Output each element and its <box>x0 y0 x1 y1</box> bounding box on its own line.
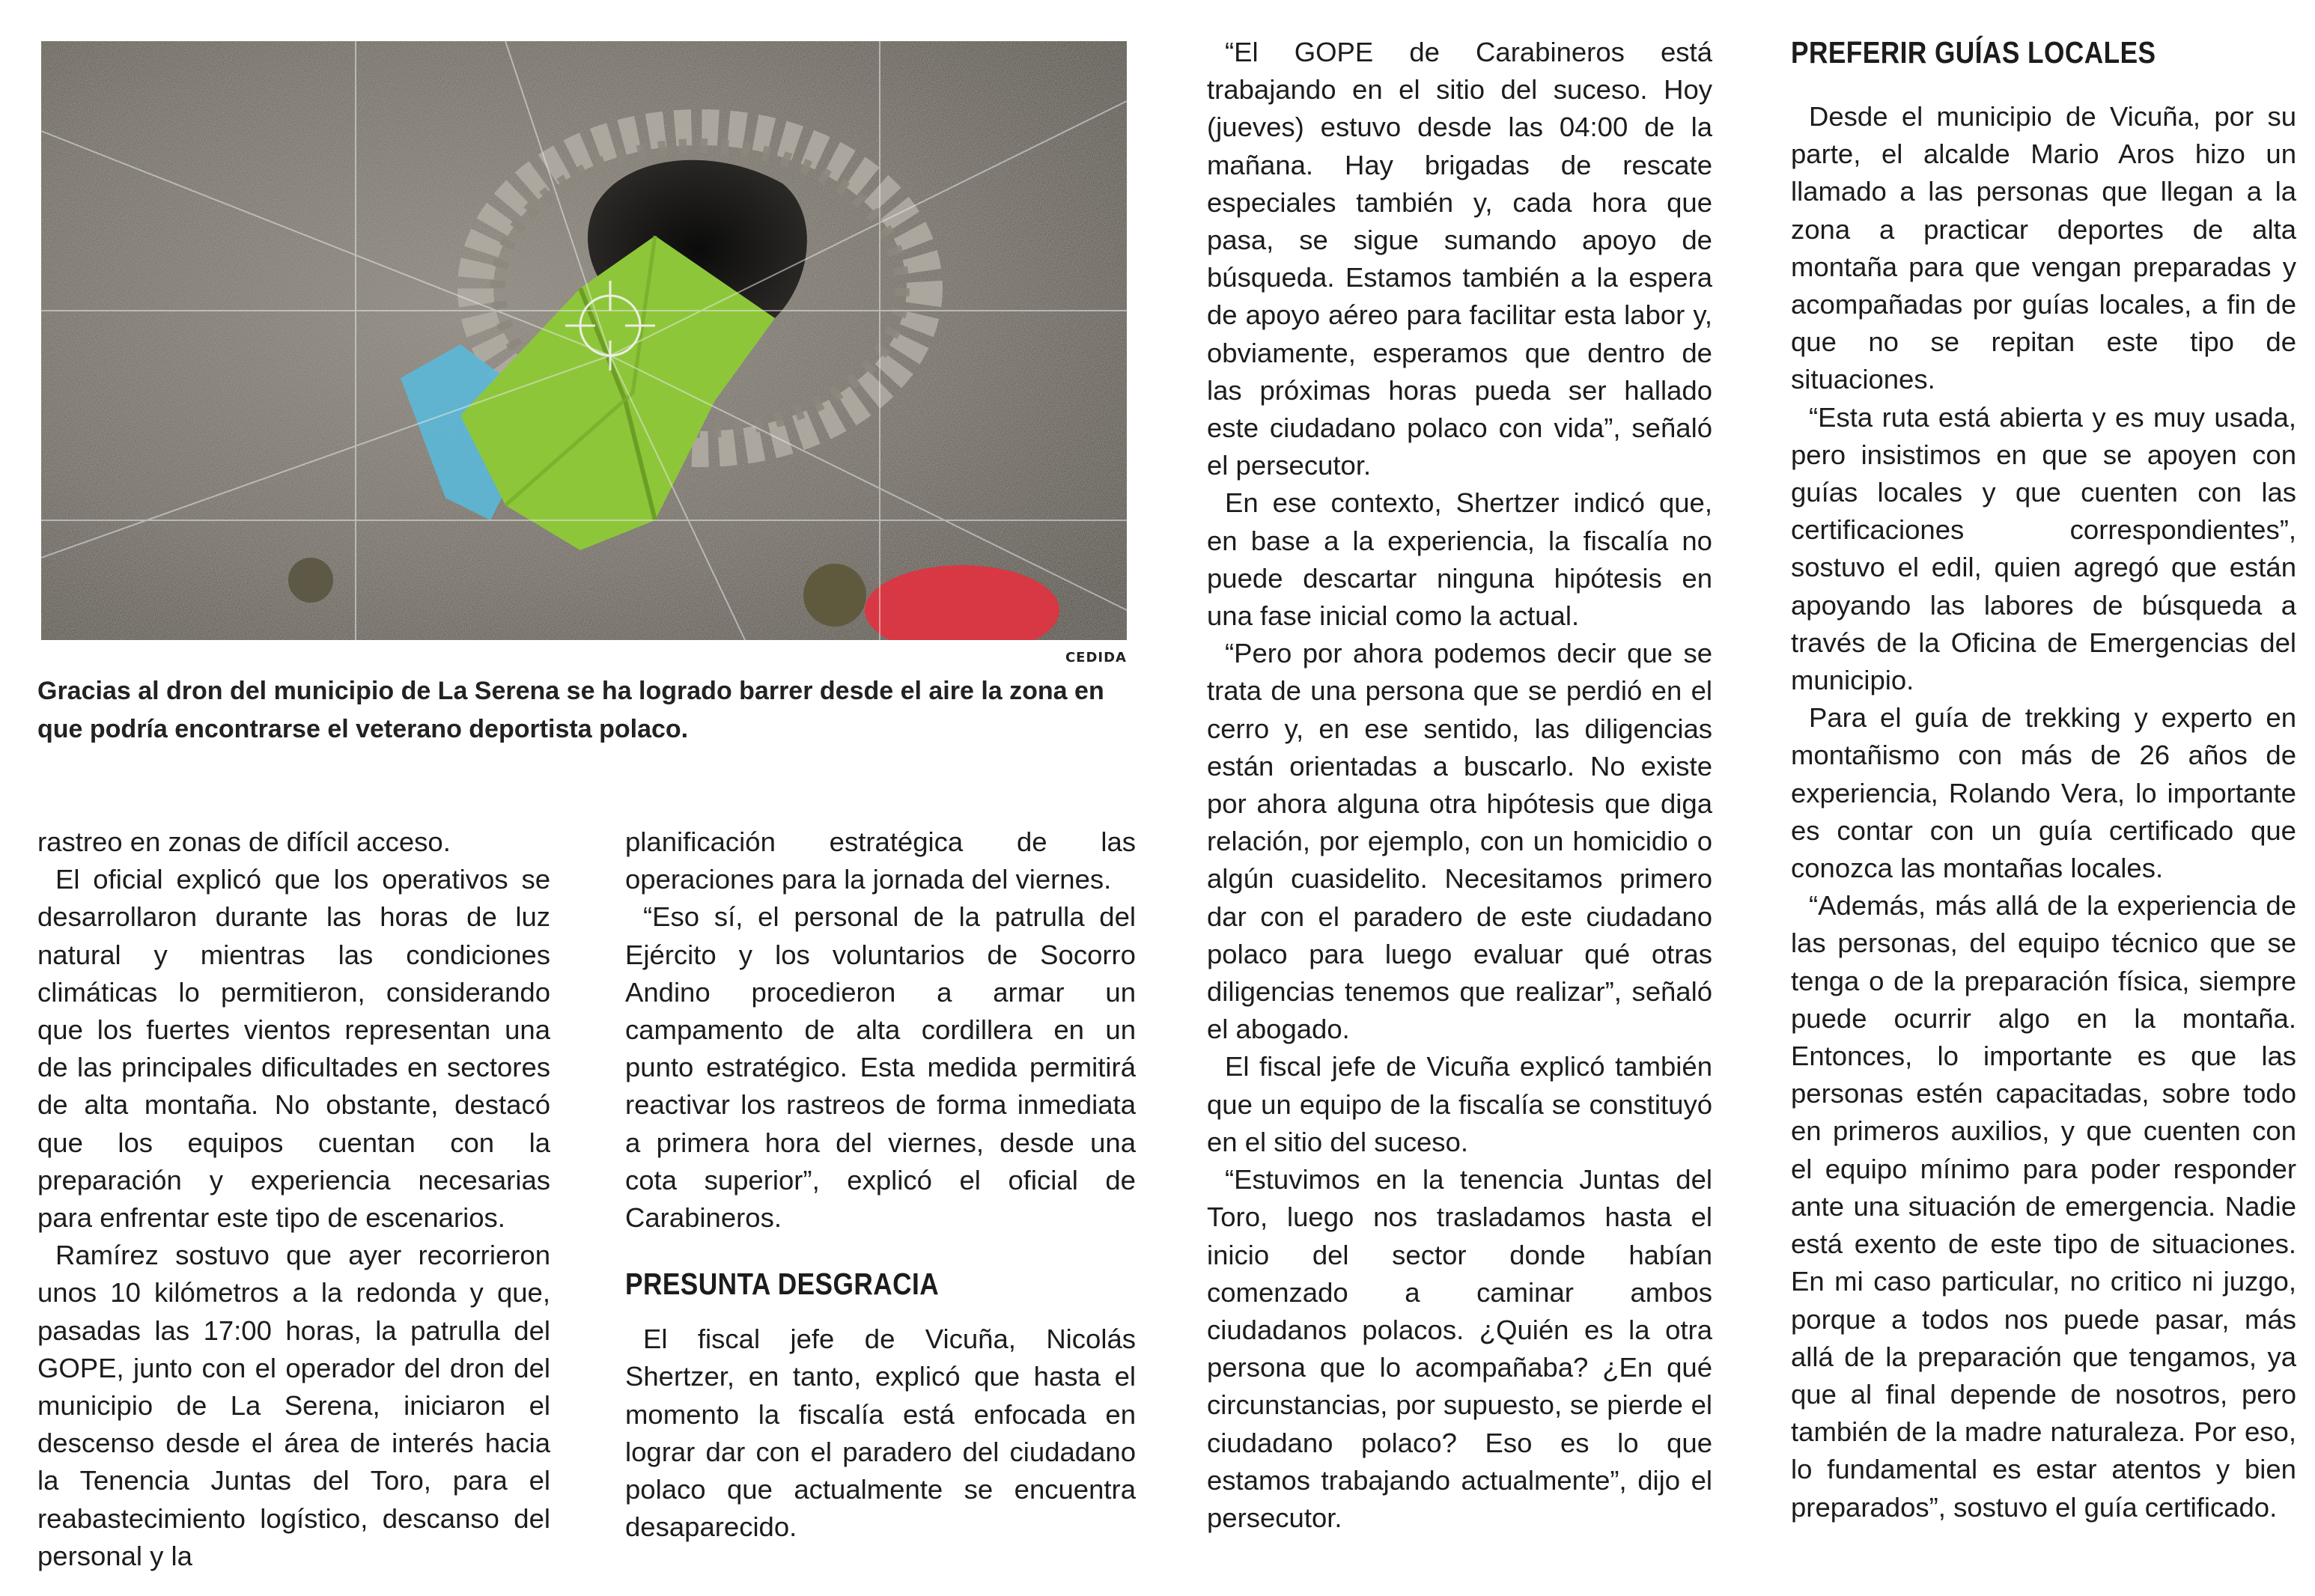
paragraph: El fiscal jefe de Vicuña, Nicolás Shertzer, en tanto, explicó que hasta el momento la fiscalía está enfocada en lograr dar con el paradero del ciudadano polaco que actualmente se encuentra desaparecido. <box>625 1324 1136 1543</box>
paragraph: El oficial explicó que los operativos se desarrollaron durante las horas de luz natural y mientras las condiciones climáticas lo permitieron, considerando que los fuertes vientos representan una de las principales dificultades en sectores de alta montaña. No obstante, destacó que los equipos cuentan con la preparación y experiencia necesarias para enfrentar este tipo de escenarios. <box>37 864 550 1234</box>
paragraph: El fiscal jefe de Vicuña explicó también que un equipo de la fiscalía se constituyó en el sitio del suceso. <box>1207 1051 1712 1157</box>
drone-photo <box>41 41 1127 640</box>
article-column-2 <box>625 823 1136 1546</box>
article-column-4 <box>1791 34 2296 1526</box>
section-heading-preferir-guias-locales: PREFERIR GUÍAS LOCALES <box>1791 35 2156 70</box>
paragraph: Ramírez sostuvo que ayer recorrieron unos 10 kilómetros a la redonda y que, pasadas las 17:00 horas, la patrulla del GOPE, junto con el operador del dron del municipio de La Serena, iniciaron el descenso desde el área de interés hacia la Tenencia Juntas del Toro, para el reabastecimiento logístico, descanso del personal y la <box>37 1240 550 1571</box>
paragraph: “El GOPE de Carabineros está trabajando en el sitio del suceso. Hoy (jueves) estuvo desde las 04:00 de la mañana. Hay brigadas de rescate especiales también y, cada hora que pasa, se sigue sumando apoyo de búsqueda. Estamos también a la espera de apoyo aéreo para facilitar esta labor y, obviamente, esperamos que dentro de las próximas horas pueda ser hallado este ciudadano polaco con vida”, señaló el persecutor. <box>1207 37 1712 481</box>
article-column-1 <box>37 823 550 1575</box>
paragraph: Desde el municipio de Vicuña, por su parte, el alcalde Mario Aros hizo un llamado a las personas que llegan a la zona a practicar deportes de alta montaña para que vengan preparadas y acompañadas por guías locales, a fin de que no se repitan este tipo de situaciones. <box>1791 101 2296 395</box>
paragraph: “Eso sí, el personal de la patrulla del Ejército y los voluntarios de Socorro Andino procedieron a armar un campamento de alta cordillera en un punto estratégico. Esta medida permitirá reactivar los rastreos de forma inmediata a primera hora del viernes, desde una cota superior”, explicó el oficial de Carabineros. <box>625 901 1136 1234</box>
photo-caption: Gracias al dron del municipio de La Serena se ha logrado barrer desde el aire la zona en que podría encontrarse el veterano deportista polaco. <box>37 677 1104 743</box>
section-heading-presunta-desgracia: PRESUNTA DESGRACIA <box>625 1267 940 1302</box>
paragraph: Para el guía de trekking y experto en montañismo con más de 26 años de experiencia, Rolando Vera, lo importante es contar con un guía certificado que conozca las montañas locales. <box>1791 702 2296 884</box>
paragraph: En ese contexto, Shertzer indicó que, en base a la experiencia, la fiscalía no puede descartar ninguna hipótesis en una fase inicial como la actual. <box>1207 487 1712 632</box>
paragraph: “Además, más allá de la experiencia de las personas, del equipo técnico que se tenga o de la preparación física, siempre puede ocurrir algo en la montaña. Entonces, lo importante es que las personas estén capacitadas, sobre todo en primeros auxilios, y que cuenten con el equipo mínimo para poder responder ante una situación de emergencia. Nadie está exento de este tipo de situaciones. En mi caso particular, no critico ni juzgo, porque a todos nos puede pasar, más allá de la preparación que tengamos, ya que al final depende de nosotros, pero también de la madre naturaleza. Por eso, lo fundamental es estar atentos y bien preparados”, sostuvo el guía certificado. <box>1791 890 2296 1523</box>
paragraph: “Esta ruta está abierta y es muy usada, pero insistimos en que se apoyen con guías locales y que cuenten con las certificaciones correspondientes”, sostuvo el edil, quien agregó que están apoyando las labores de búsqueda a través de la Oficina de Emergencias del municipio. <box>1791 401 2296 696</box>
paragraph: rastreo en zonas de difícil acceso. <box>37 826 451 857</box>
paragraph: “Pero por ahora podemos decir que se trata de una persona que se perdió en el cerro y, en ese sentido, las diligencias están orientadas a buscarlo. No existe por ahora alguna otra hipótesis que diga relación, por ejemplo, con un homicidio o algún cuasidelito. Necesitamos primero dar con el paradero de este ciudadano polaco para luego evaluar qué otras diligencias tenemos que realizar”, señaló el abogado. <box>1207 638 1712 1045</box>
article-column-3 <box>1207 34 1712 1537</box>
paragraph: “Estuvimos en la tenencia Juntas del Toro, luego nos trasladamos hasta el inicio del sector donde habían comenzado a caminar ambos ciudadanos polacos. ¿Quién es la otra persona que lo acompañaba? ¿En qué circunstancias, por supuesto, se pierde el ciudadano polaco? Eso es lo que estamos trabajando actualmente”, dijo el persecutor. <box>1207 1164 1712 1533</box>
photo-credit: CEDIDA <box>1065 650 1127 665</box>
paragraph: planificación estratégica de las operaciones para la jornada del viernes. <box>625 826 1136 895</box>
drone-photo-image <box>41 41 1127 640</box>
